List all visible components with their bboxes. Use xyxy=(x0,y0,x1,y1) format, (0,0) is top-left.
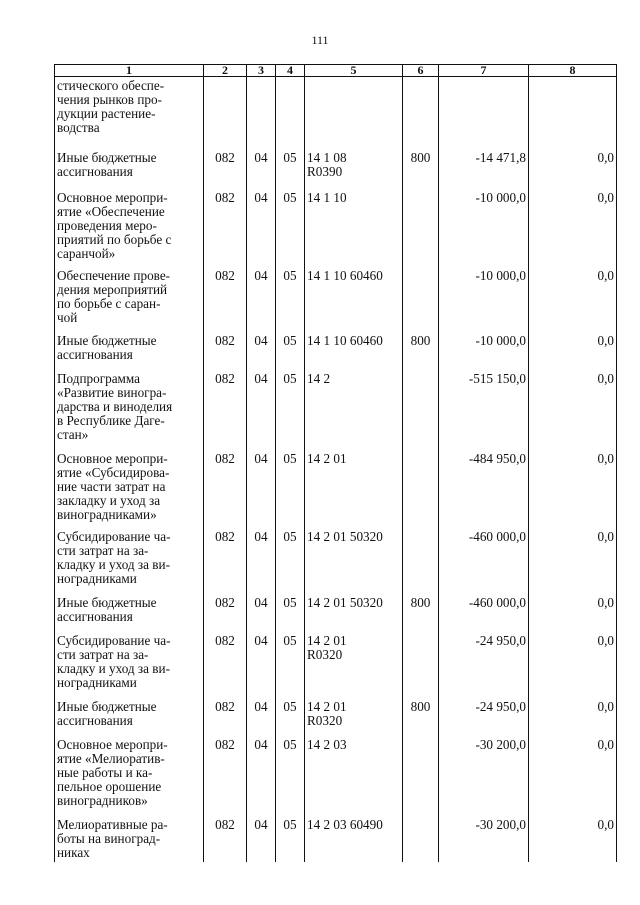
cell-section-text: 04 xyxy=(254,699,268,714)
cell-target-article-text: 14 2 03 60490 xyxy=(307,817,383,832)
cell-expense-type xyxy=(403,818,439,862)
table-header-row xyxy=(55,65,617,77)
cell-section-text: 04 xyxy=(254,633,268,648)
cell-subsection xyxy=(276,738,305,818)
cell-amount-2-text: 0,0 xyxy=(597,150,614,165)
cell-admin-code xyxy=(204,530,247,596)
cell-subsection xyxy=(276,452,305,530)
table-row xyxy=(55,700,617,738)
cell-admin-code-text: 082 xyxy=(215,268,235,283)
cell-name xyxy=(55,634,204,700)
cell-expense-type xyxy=(403,372,439,452)
cell-expense-type xyxy=(403,334,439,372)
cell-amount xyxy=(439,372,529,452)
cell-amount-2-text: 0,0 xyxy=(597,699,614,714)
cell-amount xyxy=(439,634,529,700)
cell-expense-type xyxy=(403,738,439,818)
cell-amount-2-text: 0,0 xyxy=(597,595,614,610)
cell-name xyxy=(55,151,204,191)
cell-section xyxy=(247,700,276,738)
cell-amount-2 xyxy=(529,530,617,596)
cell-target-article-text: 14 2 01 50320 xyxy=(307,529,383,544)
cell-amount-2-text: 0,0 xyxy=(597,190,614,205)
cell-amount-2-text: 0,0 xyxy=(597,333,614,348)
column-header-6: 6 xyxy=(403,65,439,77)
cell-name xyxy=(55,818,204,862)
cell-amount-text: -24 950,0 xyxy=(475,699,526,714)
cell-section xyxy=(247,77,276,152)
cell-subsection-text: 05 xyxy=(283,595,297,610)
cell-name xyxy=(55,596,204,634)
cell-expense-type xyxy=(403,269,439,334)
cell-subsection-text: 05 xyxy=(283,633,297,648)
column-header-8: 8 xyxy=(529,65,617,77)
cell-amount-text: -484 950,0 xyxy=(468,451,526,466)
cell-section-text: 04 xyxy=(254,268,268,283)
cell-subsection-text: 05 xyxy=(283,817,297,832)
cell-subsection-text: 05 xyxy=(283,529,297,544)
cell-amount-2 xyxy=(529,452,617,530)
cell-name xyxy=(55,700,204,738)
cell-expense-type xyxy=(403,77,439,152)
cell-amount-2 xyxy=(529,634,617,700)
cell-name xyxy=(55,191,204,269)
cell-amount-text: -30 200,0 xyxy=(475,817,526,832)
cell-admin-code-text: 082 xyxy=(215,150,235,165)
cell-section xyxy=(247,151,276,191)
cell-expense-type-text: 800 xyxy=(410,595,431,610)
cell-name-text: Подпрограмма «Развитие виногра- дарства и виноделия в Республике Даге- стан» xyxy=(57,371,173,442)
cell-admin-code-text: 082 xyxy=(215,699,235,714)
cell-target-article xyxy=(305,372,403,452)
cell-target-article xyxy=(305,596,403,634)
cell-amount-text: -515 150,0 xyxy=(468,371,526,386)
cell-section-text: 04 xyxy=(254,529,268,544)
cell-section xyxy=(247,530,276,596)
cell-amount xyxy=(439,818,529,862)
cell-subsection-text: 05 xyxy=(283,451,297,466)
cell-section xyxy=(247,634,276,700)
cell-amount-text: -460 000,0 xyxy=(468,595,526,610)
cell-amount-2-text: 0,0 xyxy=(597,737,614,752)
cell-name-text: Основное меропри- ятие «Субсидирова- ние части затрат на закладку и уход за виноградниками» xyxy=(57,451,170,522)
cell-name xyxy=(55,269,204,334)
cell-amount xyxy=(439,530,529,596)
cell-target-article-text: 14 2 01 xyxy=(307,451,347,466)
cell-admin-code-text: 082 xyxy=(215,633,235,648)
cell-name xyxy=(55,334,204,372)
cell-subsection xyxy=(276,269,305,334)
cell-admin-code xyxy=(204,151,247,191)
cell-subsection-text: 05 xyxy=(283,699,297,714)
cell-section-text: 04 xyxy=(254,595,268,610)
cell-name xyxy=(55,530,204,596)
cell-amount-2 xyxy=(529,77,617,152)
cell-section xyxy=(247,818,276,862)
table-row xyxy=(55,818,617,862)
cell-admin-code-text: 082 xyxy=(215,595,235,610)
table-row xyxy=(55,596,617,634)
table-row xyxy=(55,372,617,452)
cell-section-text: 04 xyxy=(254,817,268,832)
cell-section xyxy=(247,269,276,334)
table-row xyxy=(55,452,617,530)
cell-amount-2-text: 0,0 xyxy=(597,451,614,466)
cell-amount-2-text: 0,0 xyxy=(597,268,614,283)
cell-admin-code-text: 082 xyxy=(215,529,235,544)
cell-expense-type xyxy=(403,452,439,530)
cell-amount-2-text: 0,0 xyxy=(597,371,614,386)
cell-target-article-text: 14 2 01 R0320 xyxy=(307,633,347,662)
cell-amount xyxy=(439,269,529,334)
cell-admin-code xyxy=(204,738,247,818)
cell-subsection xyxy=(276,700,305,738)
cell-name-text: Иные бюджетные ассигнования xyxy=(57,699,157,728)
cell-amount-text: -10 000,0 xyxy=(475,190,526,205)
cell-amount xyxy=(439,334,529,372)
cell-amount-text: -30 200,0 xyxy=(475,737,526,752)
cell-admin-code xyxy=(204,269,247,334)
cell-target-article xyxy=(305,151,403,191)
cell-amount-2 xyxy=(529,269,617,334)
cell-admin-code xyxy=(204,818,247,862)
cell-target-article xyxy=(305,634,403,700)
cell-amount-2 xyxy=(529,596,617,634)
cell-admin-code-text: 082 xyxy=(215,451,235,466)
cell-name xyxy=(55,372,204,452)
cell-amount-2 xyxy=(529,334,617,372)
cell-name-text: Мелиоративные ра- боты на виноград- никах xyxy=(57,817,168,860)
cell-section xyxy=(247,596,276,634)
column-header-3: 3 xyxy=(247,65,276,77)
cell-amount xyxy=(439,700,529,738)
cell-admin-code-text: 082 xyxy=(215,190,235,205)
cell-amount-2 xyxy=(529,818,617,862)
cell-name xyxy=(55,452,204,530)
cell-amount xyxy=(439,738,529,818)
cell-expense-type xyxy=(403,596,439,634)
column-header-1: 1 xyxy=(55,65,204,77)
cell-amount-text: -14 471,8 xyxy=(475,150,526,165)
cell-section xyxy=(247,334,276,372)
cell-name-text: Основное меропри- ятие «Обеспечение проведения меро- приятий по борьбе с саранчой» xyxy=(57,190,172,261)
table-row xyxy=(55,269,617,334)
cell-name-text: Субсидирование ча- сти затрат на за- кладку и уход за ви- ноградниками xyxy=(57,529,171,586)
cell-name-text: Иные бюджетные ассигнования xyxy=(57,150,157,179)
table-row xyxy=(55,77,617,152)
table-row xyxy=(55,634,617,700)
budget-table xyxy=(54,64,617,862)
cell-section-text: 04 xyxy=(254,371,268,386)
cell-amount xyxy=(439,191,529,269)
column-header-4: 4 xyxy=(276,65,305,77)
cell-subsection xyxy=(276,191,305,269)
cell-subsection-text: 05 xyxy=(283,371,297,386)
cell-target-article-text: 14 1 08 R0390 xyxy=(307,150,347,179)
cell-expense-type xyxy=(403,634,439,700)
column-header-5: 5 xyxy=(305,65,403,77)
cell-name-text: Обеспечение прове- дения мероприятий по борьбе с саран- чой xyxy=(57,268,171,325)
cell-admin-code xyxy=(204,596,247,634)
cell-name-text: Субсидирование ча- сти затрат на за- кладку и уход за ви- ноградниками xyxy=(57,633,171,690)
cell-amount-text: -24 950,0 xyxy=(475,633,526,648)
cell-section xyxy=(247,191,276,269)
cell-amount xyxy=(439,596,529,634)
cell-target-article-text: 14 1 10 60460 xyxy=(307,268,383,283)
cell-amount-text: -460 000,0 xyxy=(468,529,526,544)
cell-section xyxy=(247,452,276,530)
cell-subsection xyxy=(276,818,305,862)
cell-subsection xyxy=(276,530,305,596)
cell-amount xyxy=(439,452,529,530)
cell-expense-type-text: 800 xyxy=(410,699,431,714)
cell-amount-2 xyxy=(529,372,617,452)
cell-target-article xyxy=(305,530,403,596)
cell-amount-2 xyxy=(529,738,617,818)
cell-target-article-text: 14 2 xyxy=(307,371,331,386)
page-number: 111 xyxy=(311,33,329,47)
cell-subsection-text: 05 xyxy=(283,333,297,348)
cell-name-text: Иные бюджетные ассигнования xyxy=(57,595,157,624)
cell-target-article-text: 14 1 10 xyxy=(307,190,347,205)
cell-section-text: 04 xyxy=(254,333,268,348)
cell-expense-type xyxy=(403,191,439,269)
cell-amount-text: -10 000,0 xyxy=(475,268,526,283)
cell-name-text: стического обеспе- чения рынков про- дукции растение- водства xyxy=(57,78,165,135)
cell-subsection xyxy=(276,77,305,152)
cell-admin-code xyxy=(204,372,247,452)
cell-target-article-text: 14 2 01 R0320 xyxy=(307,699,347,728)
cell-admin-code xyxy=(204,77,247,152)
cell-target-article xyxy=(305,334,403,372)
cell-target-article xyxy=(305,269,403,334)
cell-subsection xyxy=(276,596,305,634)
cell-target-article-text: 14 1 10 60460 xyxy=(307,333,383,348)
cell-subsection xyxy=(276,634,305,700)
cell-admin-code xyxy=(204,191,247,269)
cell-expense-type xyxy=(403,530,439,596)
cell-name xyxy=(55,738,204,818)
cell-section xyxy=(247,738,276,818)
cell-subsection xyxy=(276,372,305,452)
cell-expense-type-text: 800 xyxy=(410,150,431,165)
cell-amount-2 xyxy=(529,151,617,191)
cell-admin-code-text: 082 xyxy=(215,333,235,348)
column-header-7: 7 xyxy=(439,65,529,77)
cell-subsection xyxy=(276,334,305,372)
cell-subsection xyxy=(276,151,305,191)
cell-target-article-text: 14 2 03 xyxy=(307,737,347,752)
cell-name-text: Основное меропри- ятие «Мелиоратив- ные работы и ка- пельное орошение виноградников» xyxy=(57,737,168,808)
cell-amount xyxy=(439,151,529,191)
cell-admin-code xyxy=(204,700,247,738)
cell-target-article xyxy=(305,738,403,818)
cell-subsection-text: 05 xyxy=(283,268,297,283)
cell-expense-type xyxy=(403,700,439,738)
cell-name xyxy=(55,77,204,152)
cell-expense-type-text: 800 xyxy=(410,333,431,348)
cell-admin-code xyxy=(204,452,247,530)
table-row xyxy=(55,738,617,818)
cell-admin-code-text: 082 xyxy=(215,371,235,386)
cell-subsection-text: 05 xyxy=(283,150,297,165)
cell-section-text: 04 xyxy=(254,737,268,752)
cell-amount-2-text: 0,0 xyxy=(597,817,614,832)
table-row xyxy=(55,191,617,269)
cell-target-article xyxy=(305,77,403,152)
table-body xyxy=(55,77,617,863)
cell-target-article xyxy=(305,452,403,530)
cell-amount-2 xyxy=(529,700,617,738)
cell-section-text: 04 xyxy=(254,150,268,165)
cell-amount-2-text: 0,0 xyxy=(597,529,614,544)
cell-name-text: Иные бюджетные ассигнования xyxy=(57,333,157,362)
cell-amount-2 xyxy=(529,191,617,269)
cell-subsection-text: 05 xyxy=(283,737,297,752)
table-row xyxy=(55,334,617,372)
cell-section-text: 04 xyxy=(254,190,268,205)
cell-section xyxy=(247,372,276,452)
table-row xyxy=(55,151,617,191)
cell-admin-code xyxy=(204,334,247,372)
cell-expense-type xyxy=(403,151,439,191)
table-row xyxy=(55,530,617,596)
cell-target-article-text: 14 2 01 50320 xyxy=(307,595,383,610)
cell-subsection-text: 05 xyxy=(283,190,297,205)
cell-target-article xyxy=(305,700,403,738)
cell-section-text: 04 xyxy=(254,451,268,466)
cell-target-article xyxy=(305,191,403,269)
cell-target-article xyxy=(305,818,403,862)
cell-admin-code-text: 082 xyxy=(215,737,235,752)
cell-admin-code-text: 082 xyxy=(215,817,235,832)
cell-admin-code xyxy=(204,634,247,700)
column-header-2: 2 xyxy=(204,65,247,77)
cell-amount-text: -10 000,0 xyxy=(475,333,526,348)
cell-amount-2-text: 0,0 xyxy=(597,633,614,648)
cell-amount xyxy=(439,77,529,152)
